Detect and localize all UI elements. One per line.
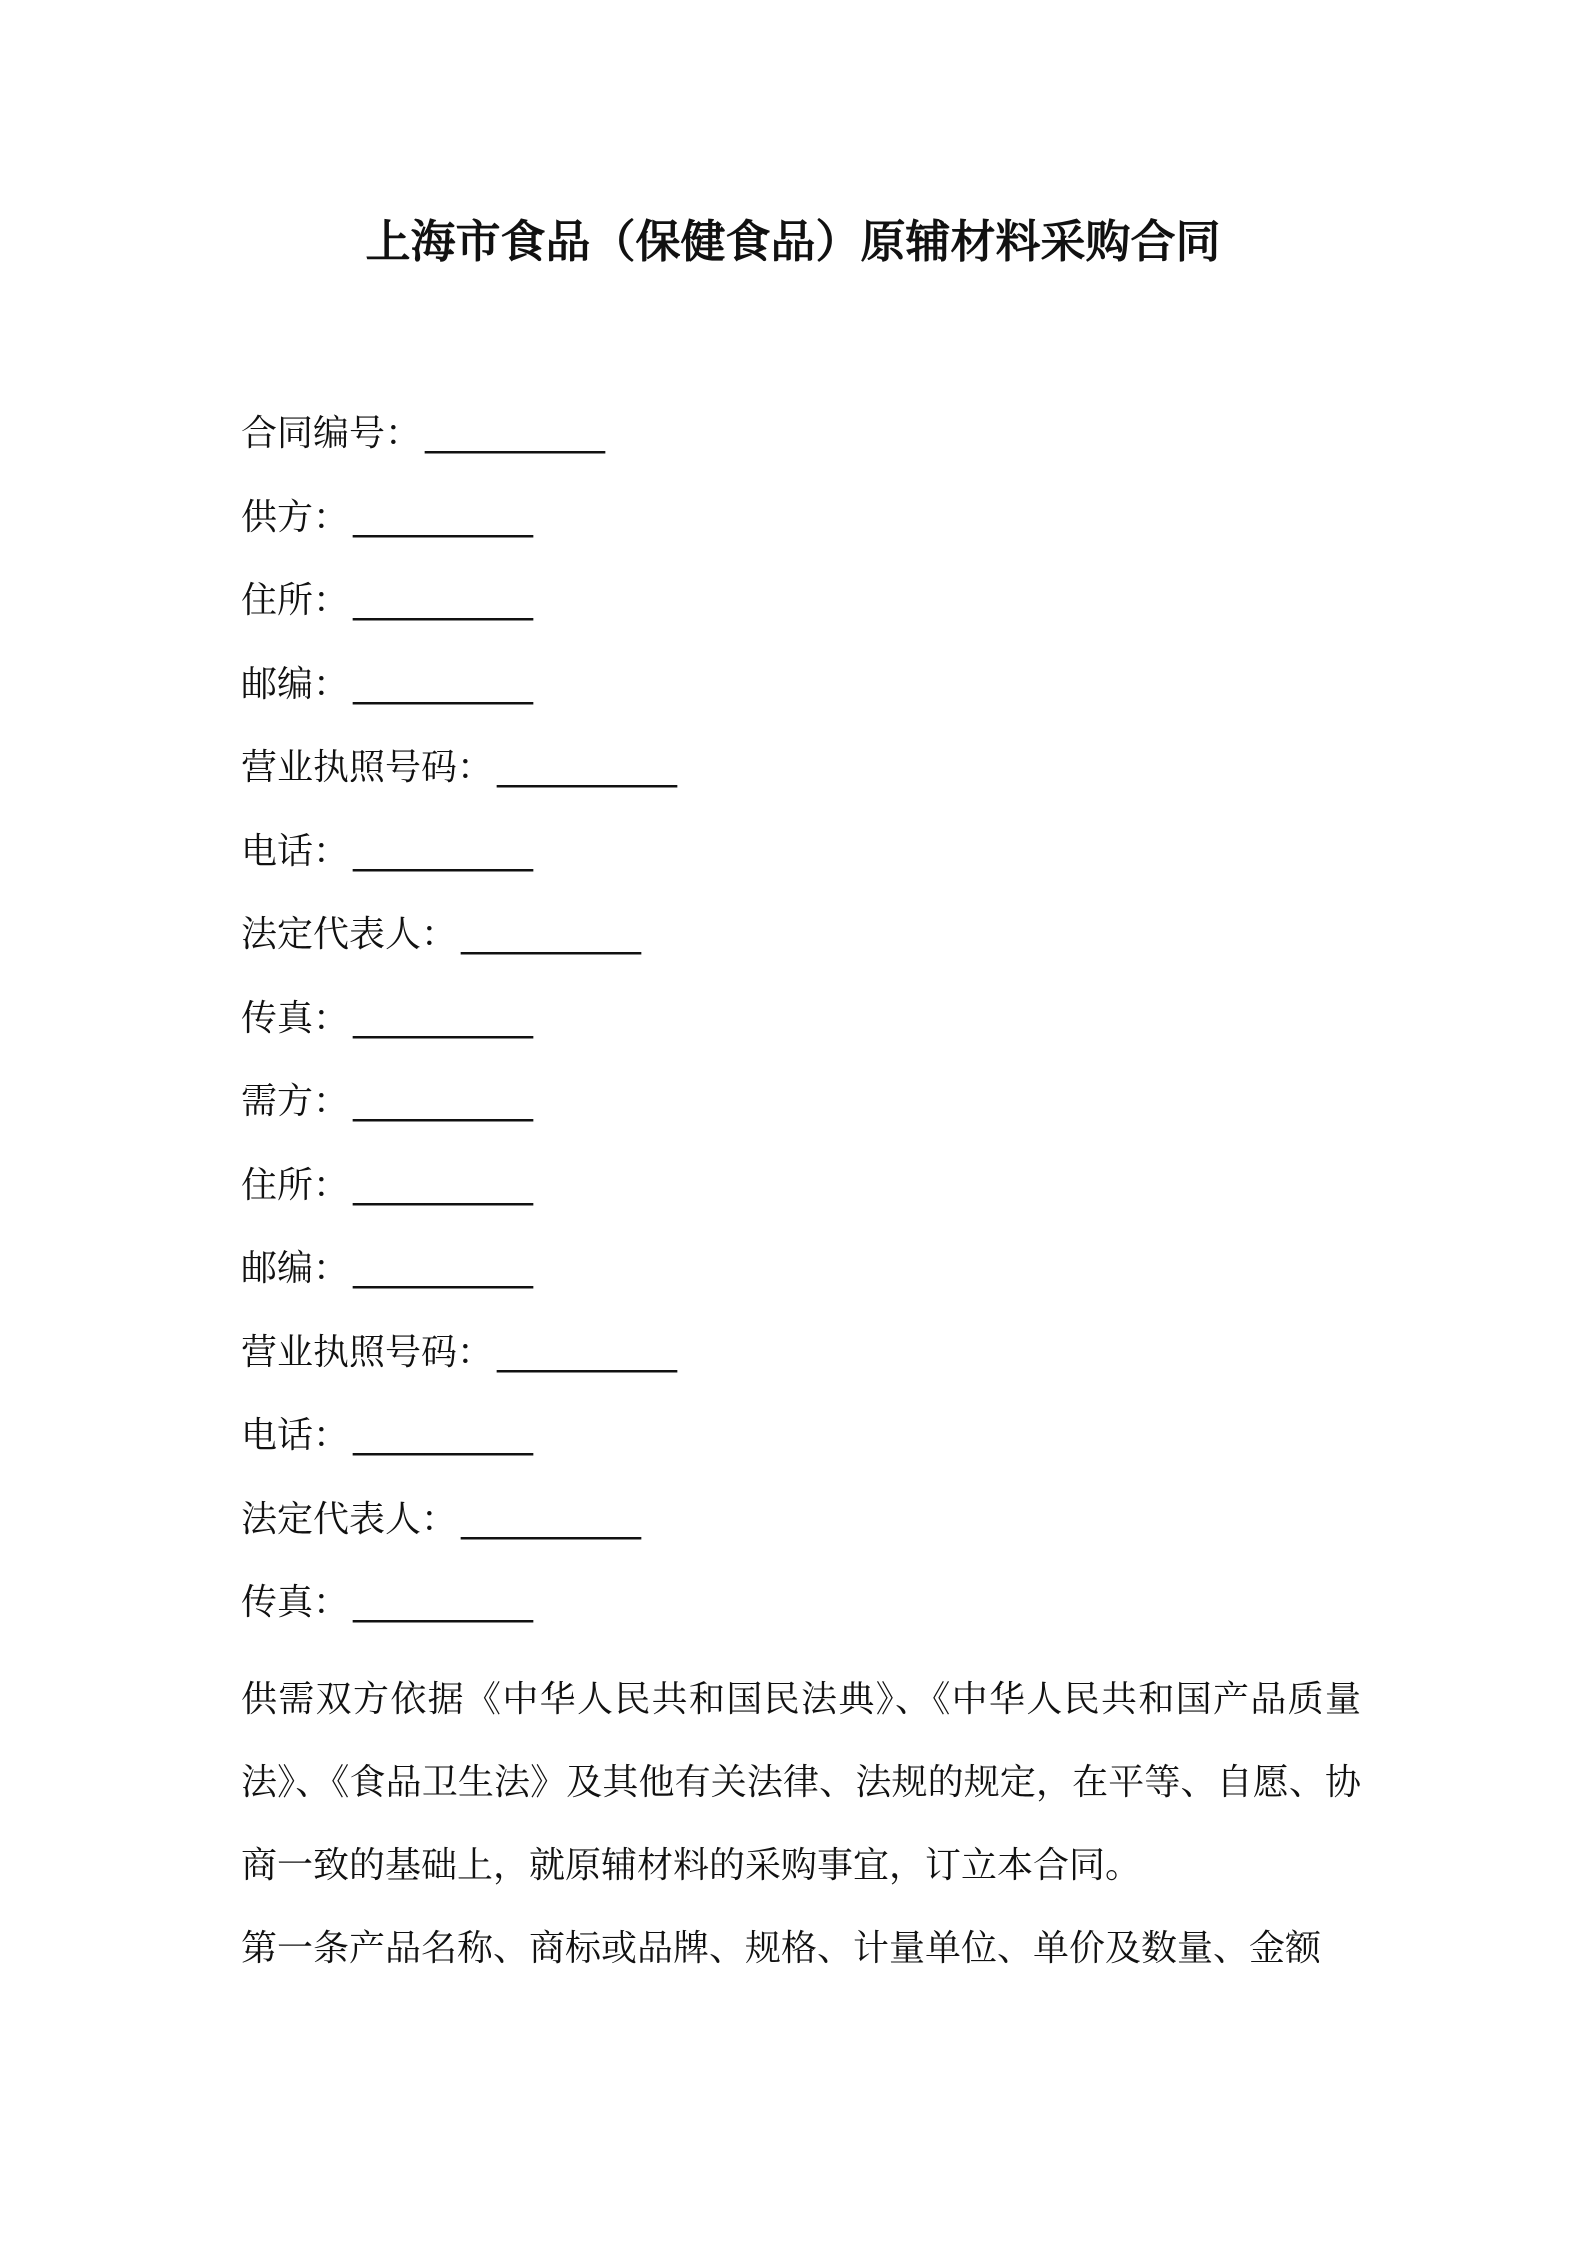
- field-label: 住所：: [241, 580, 350, 621]
- field-blank: __________: [353, 997, 534, 1039]
- field-supplier-phone: [241, 822, 1361, 906]
- field-label: 法定代表人：: [241, 1498, 458, 1540]
- field-blank: __________: [353, 830, 534, 872]
- document-title: 上海市食品（保健食品）原辅材料采购合同: [365, 215, 1221, 268]
- field-label: 传真：: [241, 997, 350, 1039]
- field-buyer-representative: [241, 1490, 1361, 1574]
- field-supplier-address: [241, 571, 1361, 655]
- field-blank: __________: [353, 1582, 534, 1623]
- field-buyer-postcode: [241, 1239, 1361, 1323]
- field-blank: __________: [497, 747, 678, 788]
- field-blank: __________: [461, 1498, 642, 1540]
- field-label: 需方：: [241, 1081, 350, 1122]
- field-label: 营业执照号码：: [241, 1331, 494, 1373]
- contract-body: [241, 1658, 1361, 1990]
- field-supplier-license: [241, 738, 1361, 822]
- field-label: 邮编：: [241, 1248, 350, 1289]
- field-label: 电话：: [241, 1415, 350, 1456]
- article-one-heading: 第一条产品名称、商标或品牌、规格、计量单位、单价及数量、金额: [241, 1928, 1322, 1969]
- field-blank: __________: [461, 914, 642, 955]
- field-buyer-address: [241, 1156, 1361, 1240]
- field-label: 邮编：: [241, 663, 350, 705]
- field-label: 供方：: [241, 496, 350, 538]
- field-blank: __________: [353, 1248, 534, 1289]
- field-blank: __________: [353, 580, 534, 621]
- preamble-paragraph: 供需双方依据《中华人民共和国民法典》、《中华人民共和国产品质量法》、《食品卫生法》及其他有关法律、法规的规定，在平等、自愿、协商一致的基础上，就原辅材料的采购事宜，订立本合同。: [241, 1679, 1361, 1886]
- field-supplier-representative: [241, 905, 1361, 989]
- field-label: 传真：: [241, 1582, 350, 1623]
- field-buyer-fax: [241, 1573, 1361, 1657]
- field-buyer-phone: [241, 1406, 1361, 1490]
- field-label: 住所：: [241, 1164, 350, 1206]
- field-contract-number: [241, 404, 1361, 488]
- field-blank: __________: [353, 1164, 534, 1206]
- field-blank: __________: [353, 663, 534, 705]
- field-label: 合同编号：: [241, 413, 422, 454]
- field-blank: __________: [353, 1081, 534, 1122]
- field-blank: __________: [425, 413, 606, 454]
- field-label: 电话：: [241, 830, 350, 872]
- field-label: 法定代表人：: [241, 914, 458, 955]
- field-blank: __________: [497, 1331, 678, 1373]
- field-blank: __________: [353, 1415, 534, 1456]
- field-blank: __________: [353, 496, 534, 538]
- party-info-fields: [241, 404, 1361, 1657]
- field-supplier-fax: [241, 989, 1361, 1073]
- field-buyer-license: [241, 1323, 1361, 1407]
- field-supplier-postcode: [241, 655, 1361, 739]
- field-label: 营业执照号码：: [241, 747, 494, 788]
- field-buyer: [241, 1072, 1361, 1156]
- field-supplier: [241, 488, 1361, 572]
